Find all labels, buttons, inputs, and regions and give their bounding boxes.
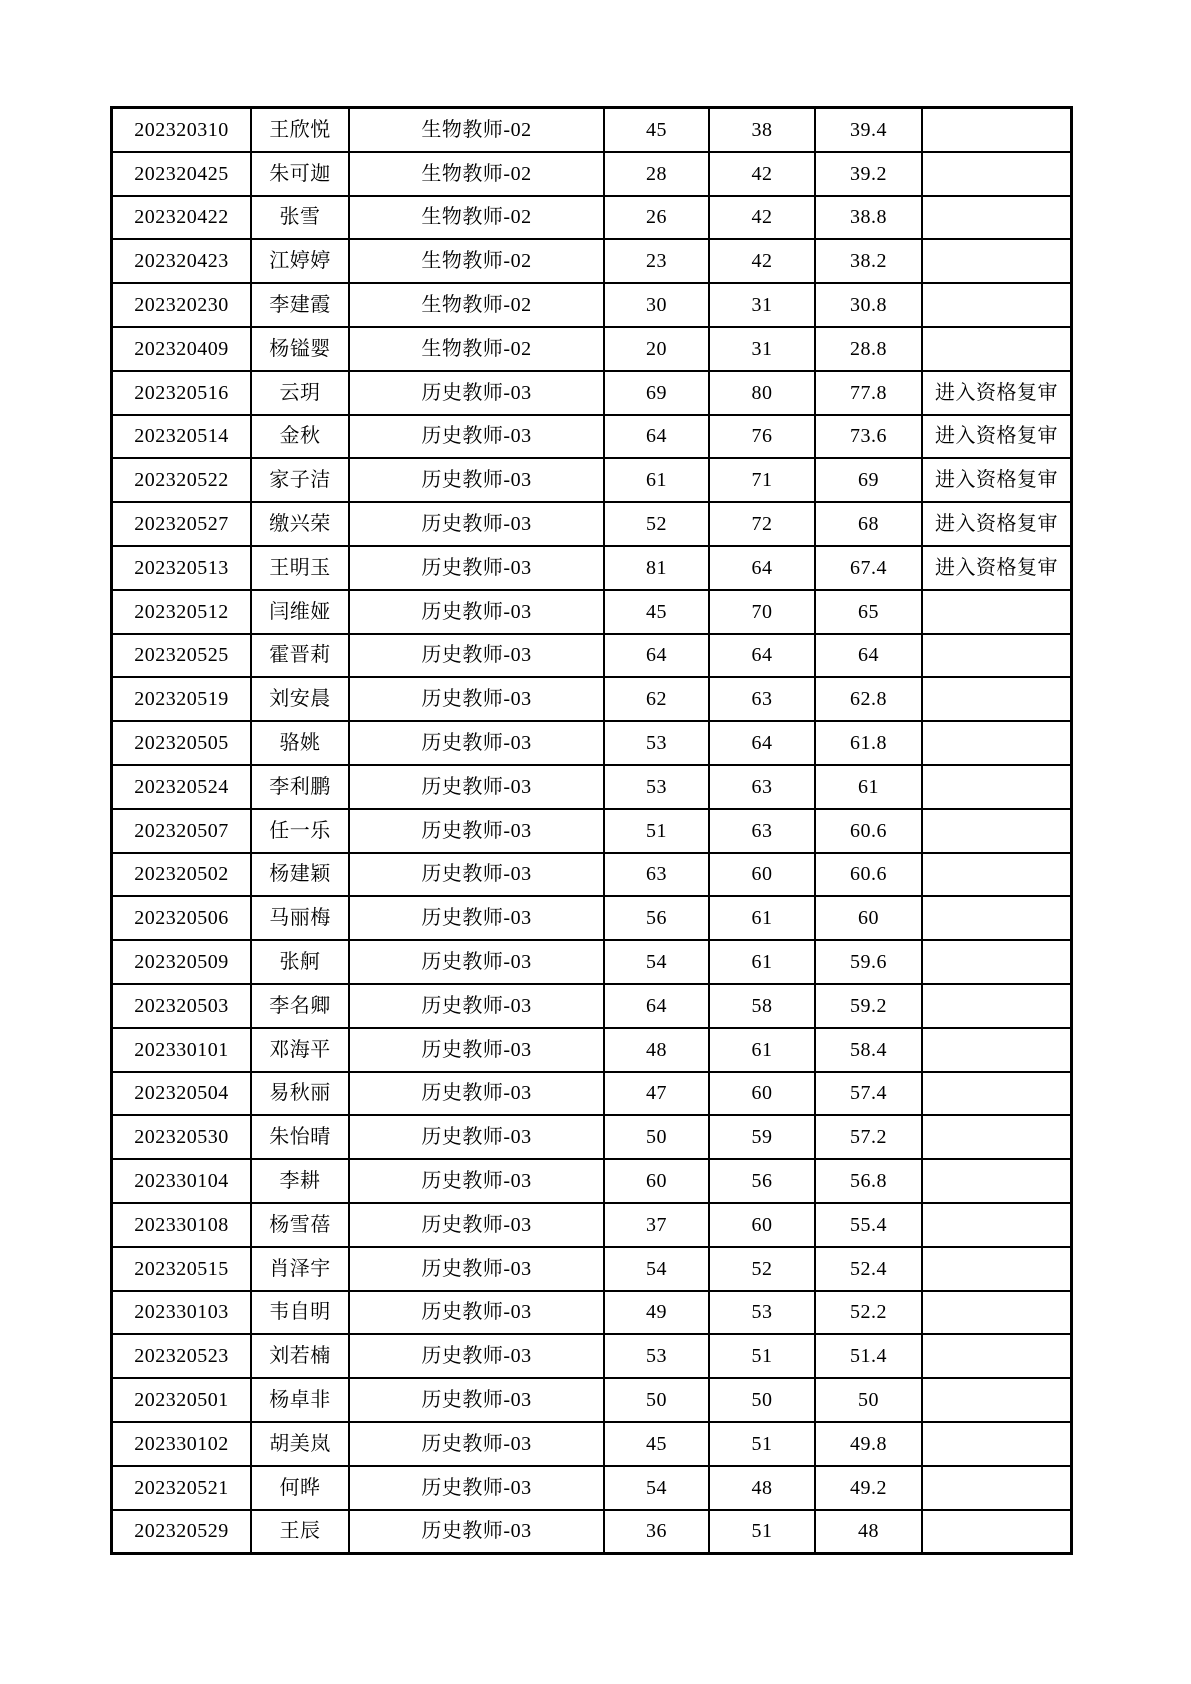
position-cell: 历史教师-03	[349, 415, 604, 459]
remark-cell	[922, 853, 1072, 897]
admission-ticket-number-cell: 202320515	[112, 1247, 252, 1291]
score-2-cell: 60	[709, 1072, 815, 1116]
total-score-cell: 49.8	[815, 1422, 922, 1466]
score-1-cell: 23	[604, 239, 709, 283]
candidate-name-cell: 骆姚	[251, 721, 349, 765]
total-score-cell: 77.8	[815, 371, 922, 415]
remark-cell	[922, 1334, 1072, 1378]
remark-cell	[922, 327, 1072, 371]
admission-ticket-number-cell: 202320423	[112, 239, 252, 283]
position-cell: 历史教师-03	[349, 1291, 604, 1335]
table-row	[112, 1334, 1072, 1378]
candidate-name-cell: 霍晋莉	[251, 634, 349, 678]
position-cell: 生物教师-02	[349, 152, 604, 196]
total-score-cell: 56.8	[815, 1159, 922, 1203]
admission-ticket-number-cell: 202320502	[112, 853, 252, 897]
total-score-cell: 69	[815, 458, 922, 502]
remark-cell: 进入资格复审	[922, 546, 1072, 590]
score-2-cell: 64	[709, 546, 815, 590]
score-1-cell: 64	[604, 984, 709, 1028]
score-1-cell: 52	[604, 502, 709, 546]
admission-ticket-number-cell: 202320516	[112, 371, 252, 415]
remark-cell	[922, 590, 1072, 634]
admission-ticket-number-cell: 202320504	[112, 1072, 252, 1116]
score-2-cell: 58	[709, 984, 815, 1028]
score-2-cell: 64	[709, 721, 815, 765]
candidate-name-cell: 张舸	[251, 940, 349, 984]
position-cell: 历史教师-03	[349, 765, 604, 809]
admission-ticket-number-cell: 202320425	[112, 152, 252, 196]
position-cell: 历史教师-03	[349, 1422, 604, 1466]
score-1-cell: 28	[604, 152, 709, 196]
exam-score-table	[110, 106, 1073, 1555]
score-1-cell: 54	[604, 1466, 709, 1510]
candidate-name-cell: 王明玉	[251, 546, 349, 590]
score-1-cell: 53	[604, 765, 709, 809]
admission-ticket-number-cell: 202320230	[112, 283, 252, 327]
remark-cell	[922, 1422, 1072, 1466]
admission-ticket-number-cell: 202320530	[112, 1115, 252, 1159]
total-score-cell: 60.6	[815, 809, 922, 853]
remark-cell	[922, 765, 1072, 809]
position-cell: 历史教师-03	[349, 940, 604, 984]
candidate-name-cell: 朱可迦	[251, 152, 349, 196]
total-score-cell: 57.4	[815, 1072, 922, 1116]
score-1-cell: 45	[604, 590, 709, 634]
position-cell: 历史教师-03	[349, 546, 604, 590]
score-1-cell: 50	[604, 1378, 709, 1422]
candidate-name-cell: 邓海平	[251, 1028, 349, 1072]
candidate-name-cell: 任一乐	[251, 809, 349, 853]
score-2-cell: 51	[709, 1334, 815, 1378]
score-2-cell: 56	[709, 1159, 815, 1203]
remark-cell	[922, 1378, 1072, 1422]
candidate-name-cell: 张雪	[251, 196, 349, 240]
candidate-name-cell: 缴兴荣	[251, 502, 349, 546]
admission-ticket-number-cell: 202320512	[112, 590, 252, 634]
table-row	[112, 809, 1072, 853]
score-2-cell: 80	[709, 371, 815, 415]
candidate-name-cell: 王辰	[251, 1510, 349, 1554]
table-row	[112, 546, 1072, 590]
position-cell: 历史教师-03	[349, 1159, 604, 1203]
admission-ticket-number-cell: 202330103	[112, 1291, 252, 1335]
position-cell: 历史教师-03	[349, 809, 604, 853]
admission-ticket-number-cell: 202320521	[112, 1466, 252, 1510]
score-1-cell: 37	[604, 1203, 709, 1247]
candidate-name-cell: 云玥	[251, 371, 349, 415]
remark-cell	[922, 152, 1072, 196]
table-row	[112, 590, 1072, 634]
candidate-name-cell: 王欣悦	[251, 108, 349, 152]
position-cell: 历史教师-03	[349, 1378, 604, 1422]
table-row	[112, 108, 1072, 152]
remark-cell	[922, 809, 1072, 853]
admission-ticket-number-cell: 202320524	[112, 765, 252, 809]
score-2-cell: 63	[709, 677, 815, 721]
position-cell: 生物教师-02	[349, 196, 604, 240]
admission-ticket-number-cell: 202330102	[112, 1422, 252, 1466]
position-cell: 历史教师-03	[349, 1115, 604, 1159]
admission-ticket-number-cell: 202320422	[112, 196, 252, 240]
score-1-cell: 26	[604, 196, 709, 240]
admission-ticket-number-cell: 202330104	[112, 1159, 252, 1203]
remark-cell: 进入资格复审	[922, 415, 1072, 459]
score-2-cell: 64	[709, 634, 815, 678]
total-score-cell: 61	[815, 765, 922, 809]
position-cell: 历史教师-03	[349, 371, 604, 415]
position-cell: 历史教师-03	[349, 1072, 604, 1116]
remark-cell	[922, 896, 1072, 940]
total-score-cell: 52.2	[815, 1291, 922, 1335]
admission-ticket-number-cell: 202320525	[112, 634, 252, 678]
score-1-cell: 48	[604, 1028, 709, 1072]
admission-ticket-number-cell: 202320519	[112, 677, 252, 721]
score-2-cell: 31	[709, 283, 815, 327]
score-1-cell: 54	[604, 1247, 709, 1291]
total-score-cell: 49.2	[815, 1466, 922, 1510]
total-score-cell: 60	[815, 896, 922, 940]
score-2-cell: 70	[709, 590, 815, 634]
table-row	[112, 765, 1072, 809]
total-score-cell: 50	[815, 1378, 922, 1422]
total-score-cell: 38.2	[815, 239, 922, 283]
table-row	[112, 327, 1072, 371]
candidate-name-cell: 李耕	[251, 1159, 349, 1203]
score-2-cell: 31	[709, 327, 815, 371]
candidate-name-cell: 杨建颖	[251, 853, 349, 897]
candidate-name-cell: 闫维娅	[251, 590, 349, 634]
table-row	[112, 1510, 1072, 1554]
remark-cell	[922, 1291, 1072, 1335]
score-2-cell: 48	[709, 1466, 815, 1510]
total-score-cell: 62.8	[815, 677, 922, 721]
score-1-cell: 50	[604, 1115, 709, 1159]
remark-cell	[922, 940, 1072, 984]
admission-ticket-number-cell: 202320513	[112, 546, 252, 590]
score-2-cell: 61	[709, 1028, 815, 1072]
position-cell: 历史教师-03	[349, 721, 604, 765]
table-row	[112, 239, 1072, 283]
score-1-cell: 45	[604, 1422, 709, 1466]
score-2-cell: 72	[709, 502, 815, 546]
remark-cell	[922, 984, 1072, 1028]
table-row	[112, 1115, 1072, 1159]
score-1-cell: 53	[604, 1334, 709, 1378]
remark-cell	[922, 196, 1072, 240]
total-score-cell: 55.4	[815, 1203, 922, 1247]
total-score-cell: 39.2	[815, 152, 922, 196]
score-2-cell: 42	[709, 239, 815, 283]
score-2-cell: 61	[709, 940, 815, 984]
table-row	[112, 984, 1072, 1028]
remark-cell	[922, 239, 1072, 283]
admission-ticket-number-cell: 202320501	[112, 1378, 252, 1422]
candidate-name-cell: 肖泽宇	[251, 1247, 349, 1291]
score-2-cell: 52	[709, 1247, 815, 1291]
admission-ticket-number-cell: 202320522	[112, 458, 252, 502]
score-2-cell: 71	[709, 458, 815, 502]
score-1-cell: 36	[604, 1510, 709, 1554]
table-row	[112, 1159, 1072, 1203]
total-score-cell: 39.4	[815, 108, 922, 152]
table-row	[112, 896, 1072, 940]
total-score-cell: 64	[815, 634, 922, 678]
admission-ticket-number-cell: 202320509	[112, 940, 252, 984]
candidate-name-cell: 马丽梅	[251, 896, 349, 940]
candidate-name-cell: 杨雪蓓	[251, 1203, 349, 1247]
score-1-cell: 53	[604, 721, 709, 765]
position-cell: 历史教师-03	[349, 1510, 604, 1554]
position-cell: 历史教师-03	[349, 458, 604, 502]
total-score-cell: 61.8	[815, 721, 922, 765]
score-1-cell: 20	[604, 327, 709, 371]
position-cell: 历史教师-03	[349, 1466, 604, 1510]
table-row	[112, 1203, 1072, 1247]
score-2-cell: 53	[709, 1291, 815, 1335]
total-score-cell: 38.8	[815, 196, 922, 240]
total-score-cell: 73.6	[815, 415, 922, 459]
score-1-cell: 49	[604, 1291, 709, 1335]
position-cell: 历史教师-03	[349, 502, 604, 546]
score-2-cell: 50	[709, 1378, 815, 1422]
score-1-cell: 69	[604, 371, 709, 415]
total-score-cell: 59.6	[815, 940, 922, 984]
candidate-name-cell: 刘安晨	[251, 677, 349, 721]
total-score-cell: 68	[815, 502, 922, 546]
table-row	[112, 1028, 1072, 1072]
position-cell: 生物教师-02	[349, 283, 604, 327]
score-2-cell: 42	[709, 152, 815, 196]
score-2-cell: 63	[709, 765, 815, 809]
total-score-cell: 52.4	[815, 1247, 922, 1291]
candidate-name-cell: 朱怡晴	[251, 1115, 349, 1159]
candidate-name-cell: 李利鹏	[251, 765, 349, 809]
remark-cell: 进入资格复审	[922, 458, 1072, 502]
remark-cell	[922, 1028, 1072, 1072]
score-2-cell: 42	[709, 196, 815, 240]
total-score-cell: 65	[815, 590, 922, 634]
candidate-name-cell: 家子洁	[251, 458, 349, 502]
table-row	[112, 1422, 1072, 1466]
table-row	[112, 677, 1072, 721]
remark-cell	[922, 1203, 1072, 1247]
admission-ticket-number-cell: 202320527	[112, 502, 252, 546]
score-2-cell: 51	[709, 1510, 815, 1554]
candidate-name-cell: 胡美岚	[251, 1422, 349, 1466]
remark-cell	[922, 721, 1072, 765]
admission-ticket-number-cell: 202320505	[112, 721, 252, 765]
position-cell: 历史教师-03	[349, 896, 604, 940]
position-cell: 历史教师-03	[349, 1334, 604, 1378]
remark-cell	[922, 1159, 1072, 1203]
score-1-cell: 54	[604, 940, 709, 984]
table-row	[112, 940, 1072, 984]
score-1-cell: 30	[604, 283, 709, 327]
score-2-cell: 63	[709, 809, 815, 853]
remark-cell	[922, 1510, 1072, 1554]
score-2-cell: 61	[709, 896, 815, 940]
position-cell: 历史教师-03	[349, 853, 604, 897]
position-cell: 历史教师-03	[349, 984, 604, 1028]
candidate-name-cell: 杨卓非	[251, 1378, 349, 1422]
position-cell: 历史教师-03	[349, 1028, 604, 1072]
position-cell: 历史教师-03	[349, 1203, 604, 1247]
admission-ticket-number-cell: 202320514	[112, 415, 252, 459]
remark-cell	[922, 1115, 1072, 1159]
remark-cell	[922, 283, 1072, 327]
remark-cell	[922, 1247, 1072, 1291]
total-score-cell: 59.2	[815, 984, 922, 1028]
candidate-name-cell: 李名卿	[251, 984, 349, 1028]
admission-ticket-number-cell: 202320523	[112, 1334, 252, 1378]
position-cell: 历史教师-03	[349, 677, 604, 721]
score-1-cell: 60	[604, 1159, 709, 1203]
score-2-cell: 60	[709, 1203, 815, 1247]
remark-cell	[922, 1466, 1072, 1510]
table-row	[112, 1247, 1072, 1291]
score-1-cell: 63	[604, 853, 709, 897]
candidate-name-cell: 何晔	[251, 1466, 349, 1510]
score-1-cell: 56	[604, 896, 709, 940]
admission-ticket-number-cell: 202320310	[112, 108, 252, 152]
table-row	[112, 283, 1072, 327]
position-cell: 历史教师-03	[349, 634, 604, 678]
admission-ticket-number-cell: 202320503	[112, 984, 252, 1028]
score-1-cell: 61	[604, 458, 709, 502]
table-row	[112, 853, 1072, 897]
admission-ticket-number-cell: 202320507	[112, 809, 252, 853]
position-cell: 生物教师-02	[349, 108, 604, 152]
remark-cell	[922, 677, 1072, 721]
table-row	[112, 1466, 1072, 1510]
table-row	[112, 721, 1072, 765]
admission-ticket-number-cell: 202320529	[112, 1510, 252, 1554]
admission-ticket-number-cell: 202330101	[112, 1028, 252, 1072]
position-cell: 生物教师-02	[349, 239, 604, 283]
table-row	[112, 1378, 1072, 1422]
table-row	[112, 1291, 1072, 1335]
position-cell: 历史教师-03	[349, 1247, 604, 1291]
table-row	[112, 502, 1072, 546]
score-2-cell: 51	[709, 1422, 815, 1466]
table-row	[112, 1072, 1072, 1116]
table-row	[112, 152, 1072, 196]
total-score-cell: 58.4	[815, 1028, 922, 1072]
score-1-cell: 45	[604, 108, 709, 152]
score-2-cell: 59	[709, 1115, 815, 1159]
score-2-cell: 38	[709, 108, 815, 152]
table-row	[112, 634, 1072, 678]
score-1-cell: 64	[604, 415, 709, 459]
table-row	[112, 196, 1072, 240]
admission-ticket-number-cell: 202320409	[112, 327, 252, 371]
remark-cell: 进入资格复审	[922, 371, 1072, 415]
total-score-cell: 67.4	[815, 546, 922, 590]
candidate-name-cell: 杨镒婴	[251, 327, 349, 371]
candidate-name-cell: 江婷婷	[251, 239, 349, 283]
candidate-name-cell: 李建霞	[251, 283, 349, 327]
remark-cell	[922, 634, 1072, 678]
score-1-cell: 81	[604, 546, 709, 590]
admission-ticket-number-cell: 202330108	[112, 1203, 252, 1247]
score-2-cell: 60	[709, 853, 815, 897]
candidate-name-cell: 韦自明	[251, 1291, 349, 1335]
total-score-cell: 51.4	[815, 1334, 922, 1378]
table-row	[112, 458, 1072, 502]
total-score-cell: 60.6	[815, 853, 922, 897]
candidate-name-cell: 金秋	[251, 415, 349, 459]
score-1-cell: 62	[604, 677, 709, 721]
total-score-cell: 48	[815, 1510, 922, 1554]
total-score-cell: 30.8	[815, 283, 922, 327]
remark-cell: 进入资格复审	[922, 502, 1072, 546]
candidate-name-cell: 易秋丽	[251, 1072, 349, 1116]
remark-cell	[922, 108, 1072, 152]
candidate-name-cell: 刘若楠	[251, 1334, 349, 1378]
table-row	[112, 415, 1072, 459]
total-score-cell: 57.2	[815, 1115, 922, 1159]
score-1-cell: 47	[604, 1072, 709, 1116]
table-row	[112, 371, 1072, 415]
score-1-cell: 64	[604, 634, 709, 678]
total-score-cell: 28.8	[815, 327, 922, 371]
score-1-cell: 51	[604, 809, 709, 853]
position-cell: 生物教师-02	[349, 327, 604, 371]
admission-ticket-number-cell: 202320506	[112, 896, 252, 940]
position-cell: 历史教师-03	[349, 590, 604, 634]
remark-cell	[922, 1072, 1072, 1116]
score-2-cell: 76	[709, 415, 815, 459]
